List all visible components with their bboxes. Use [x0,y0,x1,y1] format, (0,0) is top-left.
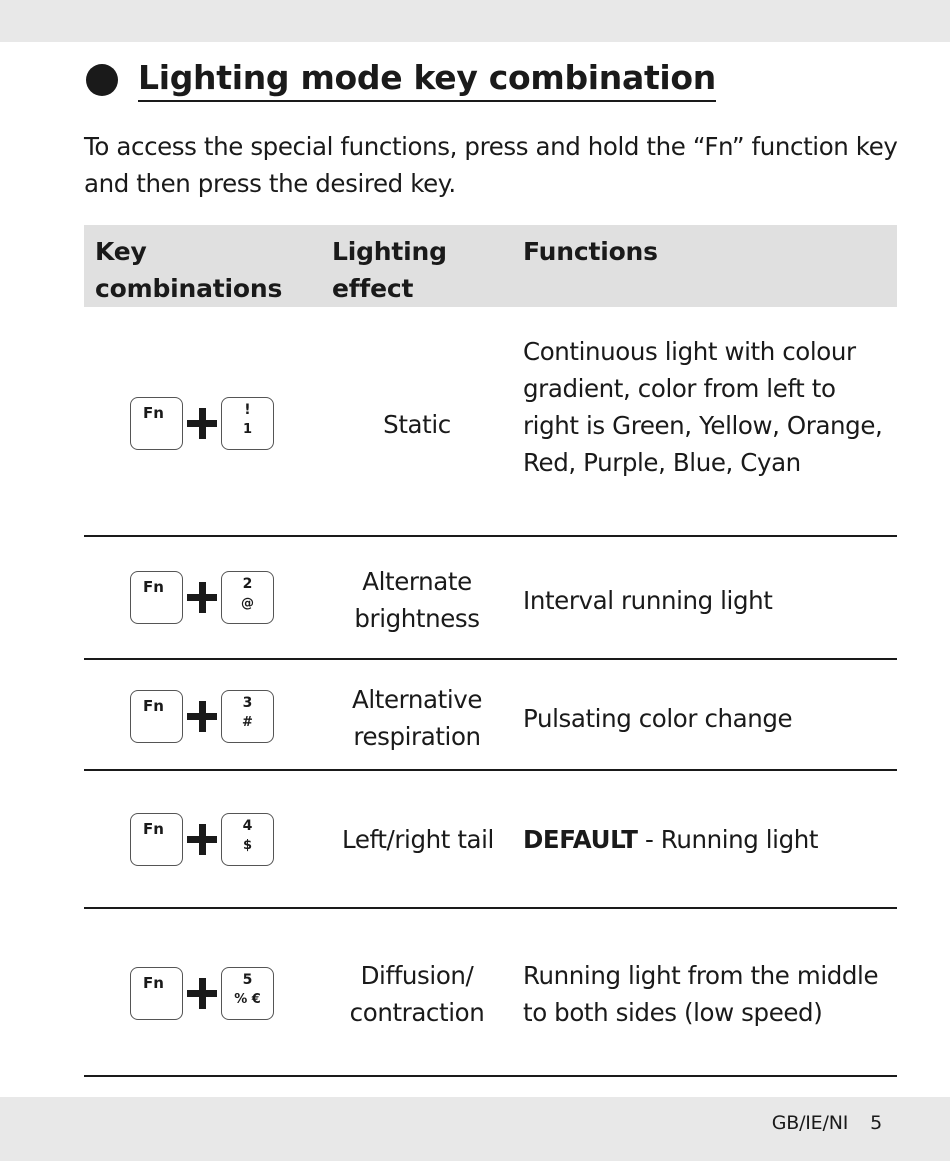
effect-cell: Static [383,410,451,439]
function-text: Continuous light with colour gradient, color from left to right is Green, Yellow, Orange, Red, Purple, Blue, Cyan [523,337,883,477]
number-key-icon [221,690,274,743]
key-combo [130,813,274,866]
function-text: Interval running light [523,586,773,615]
function-text: Pulsating color change [523,704,793,733]
number-key-icon [221,813,274,866]
fn-key-label: Fn [143,820,164,838]
page-number: 5 [870,1112,882,1134]
function-text: - Running light [637,825,819,854]
key-combination-table [84,225,897,1077]
key-combo [130,690,274,743]
plus-icon [183,690,221,743]
key-top-label: 3 [242,695,253,711]
page-footer [772,1112,882,1134]
effect-cell: Alternative respiration [351,685,482,751]
bullet-icon [86,64,118,96]
fn-key-icon [130,690,183,743]
number-key-icon [221,967,274,1020]
table-row [84,307,897,537]
effect-cell: Left/right tail [342,825,494,854]
plus-icon [183,571,221,624]
number-key-icon [221,397,274,450]
top-band [0,0,950,42]
fn-key-icon [130,967,183,1020]
key-top-label: 5 [242,972,253,988]
fn-key-label: Fn [143,974,164,992]
intro-paragraph: To access the special functions, press and hold the “Fn” function key and then press the desired key. [84,132,898,198]
effect-cell: Alternate brightness [354,567,480,633]
plus-icon [183,397,221,450]
section-heading [86,58,716,102]
number-key-icon [221,571,274,624]
plus-icon [183,967,221,1020]
key-bottom-label: % € [234,992,261,1007]
fn-key-icon [130,571,183,624]
function-cell [523,333,893,481]
table-row [84,771,897,909]
fn-key-label: Fn [143,578,164,596]
key-bottom-label: 1 [242,422,253,437]
heading-text: Lighting mode key combination [138,58,716,102]
function-text: Running light from the middle to both sides (low speed) [523,961,879,1027]
function-cell [523,957,903,1031]
fn-key-icon [130,397,183,450]
key-combo [130,397,274,450]
key-bottom-label: # [242,715,253,730]
table-row [84,909,897,1077]
key-top-label: ! [244,402,251,418]
key-top-label: 4 [242,818,253,834]
table-row [84,660,897,771]
table-header [84,225,897,307]
function-cell [523,700,903,737]
effect-cell: Diffusion/ contraction [349,961,485,1027]
function-prefix: DEFAULT [523,825,638,854]
header-functions: Functions [523,237,658,266]
header-lighting-effect: Lighting effect [332,237,447,303]
fn-key-label: Fn [143,697,164,715]
key-top-label: 2 [242,576,253,592]
function-cell [523,582,903,619]
header-key-combinations: Key combinations [95,237,283,303]
fn-key-label: Fn [143,404,164,422]
key-combo [130,571,274,624]
key-bottom-label: @ [241,596,254,611]
function-cell [523,821,903,858]
region-label: GB/IE/NI [771,1112,849,1134]
plus-icon [183,813,221,866]
fn-key-icon [130,813,183,866]
table-row [84,537,897,660]
key-bottom-label: $ [242,838,253,853]
key-combo [130,967,274,1020]
